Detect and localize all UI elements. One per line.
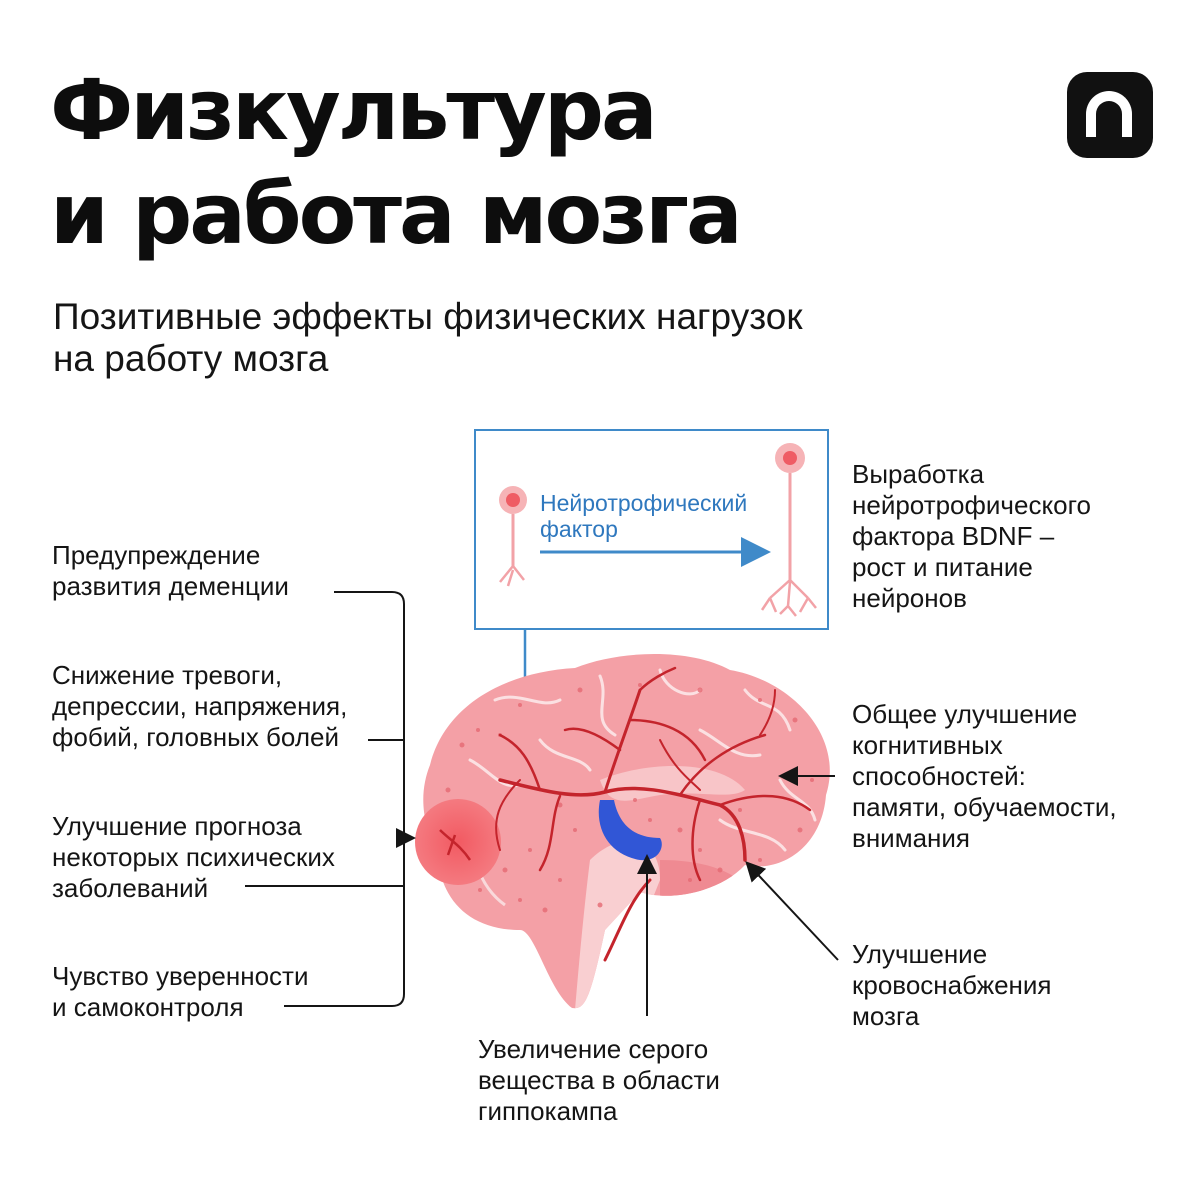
label-gray-matter-line: вещества в области	[478, 1065, 720, 1095]
label-confidence-line: Чувство уверенности	[52, 961, 309, 991]
neuron-large-icon	[762, 443, 816, 616]
label-dementia	[52, 540, 289, 602]
label-bdnf-line: нейротрофического	[852, 490, 1091, 520]
label-confidence-line: и самоконтроля	[52, 992, 244, 1022]
label-cognitive-line: памяти, обучаемости,	[852, 792, 1117, 822]
label-anxiety-line: депрессии, напряжения,	[52, 691, 348, 721]
label-gray-matter-line: Увеличение серого	[478, 1034, 709, 1064]
label-prognosis-line: заболеваний	[52, 873, 209, 903]
label-anxiety-line: Снижение тревоги,	[52, 660, 283, 690]
label-anxiety	[52, 660, 347, 753]
inset-caption-line-1: Нейротрофический	[540, 490, 748, 516]
left-connector-lines	[245, 592, 412, 1006]
label-bdnf	[852, 459, 1091, 614]
label-anxiety-line: фобий, головных болей	[52, 722, 339, 752]
label-blood-line: мозга	[852, 1001, 920, 1031]
label-cognitive	[852, 699, 1117, 854]
label-prognosis	[52, 811, 335, 904]
label-bdnf-line: рост и питание	[852, 552, 1033, 582]
prefrontal-highlight	[415, 799, 501, 885]
label-cognitive-line: внимания	[852, 823, 970, 853]
title-line-2: и работа мозга	[50, 165, 740, 263]
label-dementia-line: Предупреждение	[52, 540, 261, 570]
label-cognitive-line: способностей:	[852, 761, 1026, 791]
label-blood-line: кровоснабжения	[852, 970, 1052, 1000]
blood-supply-arrow	[748, 864, 838, 960]
label-bdnf-line: фактора BDNF –	[852, 521, 1055, 551]
label-gray-matter	[478, 1034, 720, 1127]
label-confidence	[52, 961, 308, 1023]
label-dementia-line: развития деменции	[52, 571, 289, 601]
title-line-1: Физкультура	[50, 61, 655, 159]
label-gray-matter-line: гиппокампа	[478, 1096, 618, 1126]
subtitle-line-2: на работу мозга	[53, 338, 329, 379]
subtitle-line-1: Позитивные эффекты физических нагрузок	[53, 296, 803, 337]
brain	[415, 654, 830, 1010]
label-cognitive-line: Общее улучшение	[852, 699, 1078, 729]
label-prognosis-line: Улучшение прогноза	[52, 811, 302, 841]
neuron-small-icon	[499, 486, 527, 586]
label-blood-line: Улучшение	[852, 939, 988, 969]
label-bdnf-line: нейронов	[852, 583, 967, 613]
inset-caption-line-2: фактор	[540, 516, 618, 542]
label-blood-supply	[852, 939, 1052, 1032]
label-cognitive-line: когнитивных	[852, 730, 1003, 760]
label-bdnf-line: Выработка	[852, 459, 985, 489]
label-prognosis-line: некоторых психических	[52, 842, 335, 872]
